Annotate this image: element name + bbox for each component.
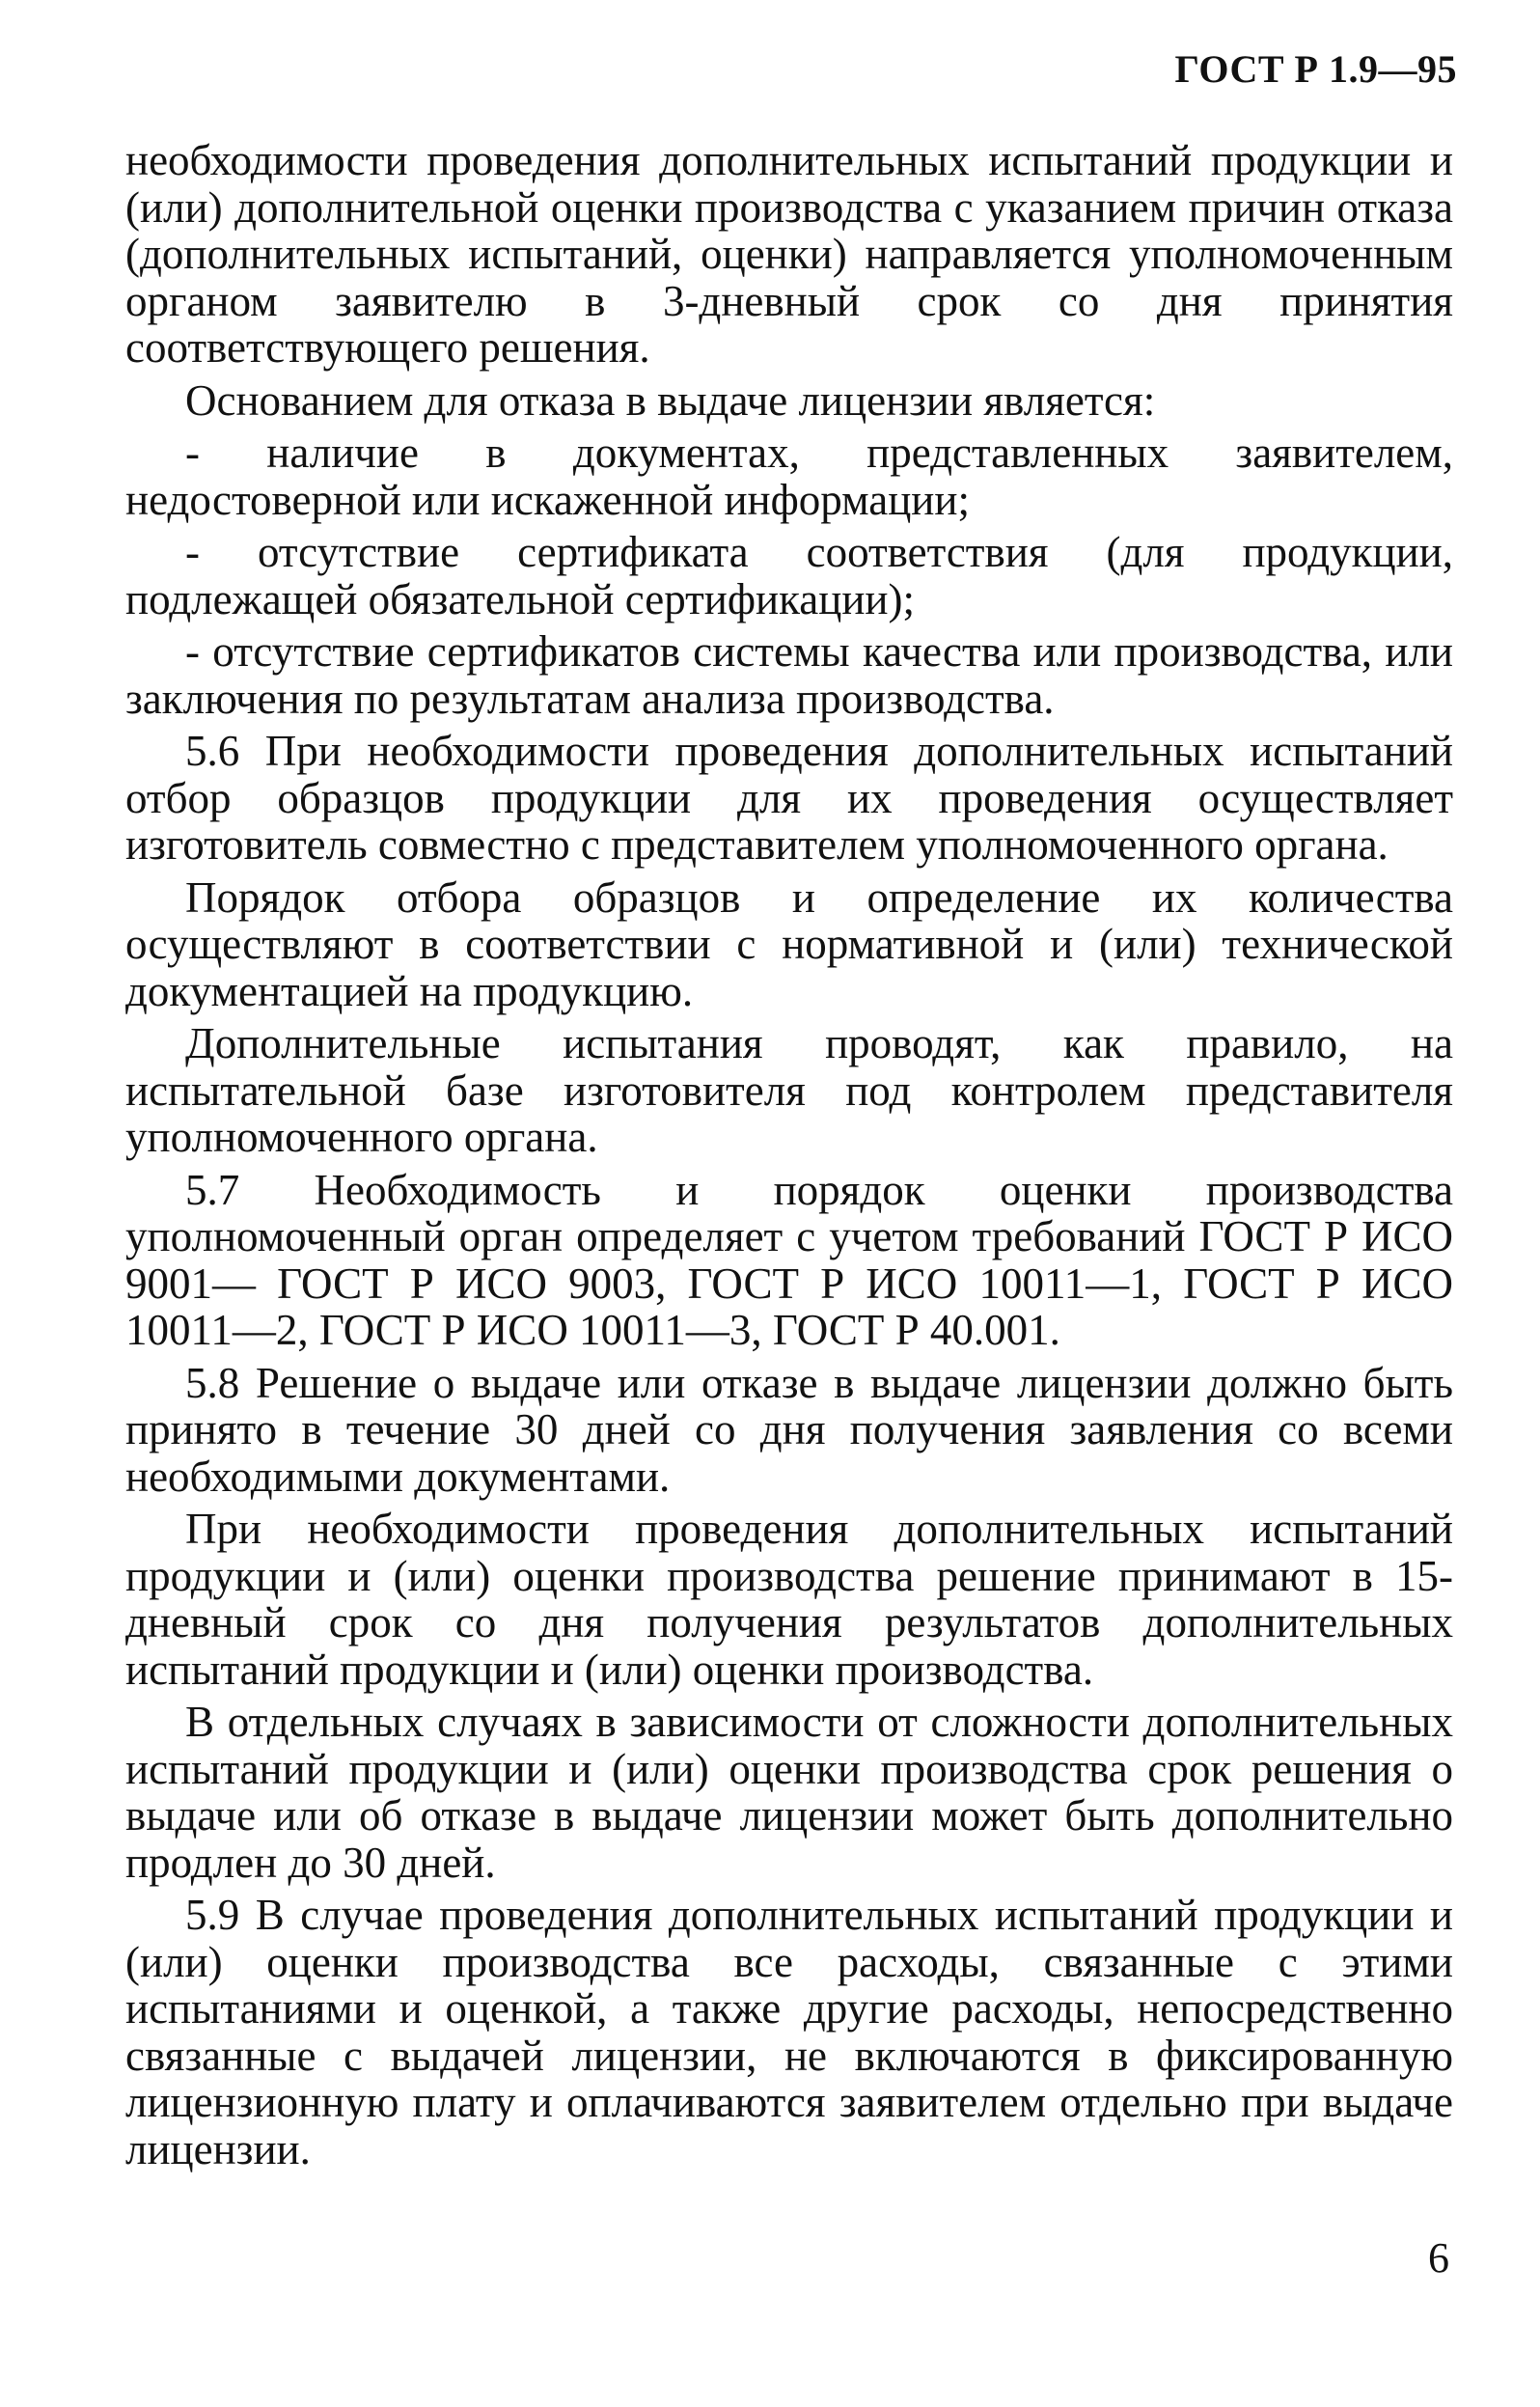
paragraph-5-8: 5.8 Решение о выдаче или отказе в выдаче лицензии должно быть принято в течение 30 дней со дня получения заявления со всеми необходимыми документами. xyxy=(125,1358,1453,1501)
paragraph-5-9: 5.9 В случае проведения дополнительных испытаний продукции и (или) оценки производства все расходы, связанные с этими испытаниями и оценкой, а также другие расходы, непосредственно связанные с выдачей лицензии, не включаются в фиксированную лицензионную плату и оплачиваются заявителем отдельно при выдаче лицензии. xyxy=(125,1891,1453,2173)
page-header-standard: ГОСТ Р 1.9—95 xyxy=(1174,47,1457,91)
paragraph-continuation: необходимости проведения дополнительных испытаний продукции и (или) дополнительной оценки производства с указанием причин отказа (дополнительных испытаний, оценки) направляется уполномоченным органом заявителю в 3-дневный срок со дня принятия соответствующего решения. xyxy=(125,136,1453,372)
paragraph-sample-procedure: Порядок отбора образцов и определение их количества осуществляют в соответствии с нормативной и (или) технической документацией на продукцию. xyxy=(125,872,1453,1015)
paragraph-5-7: 5.7 Необходимость и порядок оценки производства уполномоченный орган определяет с учетом требований ГОСТ Р ИСО 9001— ГОСТ Р ИСО 9003, ГОСТ Р ИСО 10011—1, ГОСТ Р ИСО 10011—2, ГОСТ Р ИСО 10011—3, ГОСТ Р 40.001. xyxy=(125,1165,1453,1354)
page-number: 6 xyxy=(1428,2234,1449,2282)
paragraph-extension: В отдельных случаях в зависимости от сложности дополнительных испытаний продукции и (или) оценки производства срок решения о выдаче или об отказе в выдаче лицензии может быть дополнительно продлен до 30 дней. xyxy=(125,1698,1453,1887)
list-item-no-conformity-certificate: - отсутствие сертификата соответствия (для продукции, подлежащей обязательной сертификации); xyxy=(125,528,1453,623)
list-item-no-quality-system-certificate: - отсутствие сертификатов системы качества или производства, или заключения по результатам анализа производства. xyxy=(125,627,1453,723)
list-item-unreliable-information: - наличие в документах, представленных заявителем, недостоверной или искаженной информации; xyxy=(125,429,1453,524)
body-text xyxy=(125,137,1453,2178)
paragraph-decision-period: При необходимости проведения дополнительных испытаний продукции и (или) оценки производства решение принимают в 15-дневный срок со дня получения результатов дополнительных испытаний продукции и (или) оценки производства. xyxy=(125,1505,1453,1694)
paragraph-refusal-grounds: Основанием для отказа в выдаче лицензии является: xyxy=(185,375,1156,425)
paragraph-additional-tests: Дополнительные испытания проводят, как правило, на испытательной базе изготовителя под контролем представителя уполномоченного органа. xyxy=(125,1019,1453,1161)
paragraph-5-6: 5.6 При необходимости проведения дополнительных испытаний отбор образцов продукции для их проведения осуществляет изготовитель совместно с представителем уполномоченного органа. xyxy=(125,727,1453,869)
